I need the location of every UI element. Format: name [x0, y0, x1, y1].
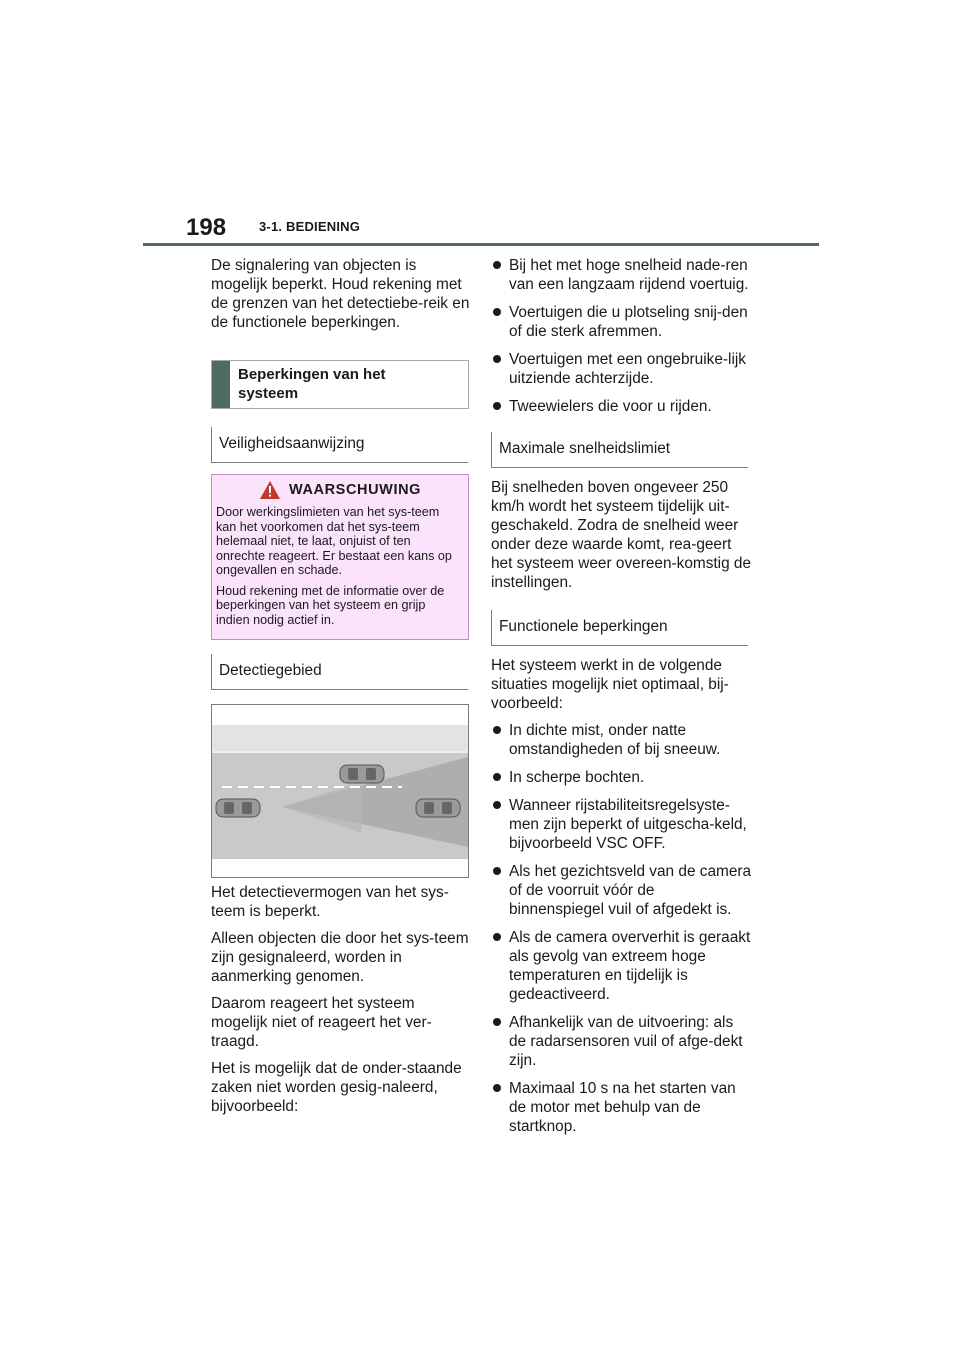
paragraph: Het detectievermogen van het sys-teem is beperkt.: [211, 884, 449, 920]
list-item: Maximaal 10 s na het starten van de motor met behulp van de startknop.: [491, 1079, 753, 1136]
section-box-limitations: [211, 360, 469, 409]
list-item: Voertuigen die u plotseling snij-den of die sterk afremmen.: [491, 303, 753, 341]
list-item: Tweewielers die voor u rijden.: [491, 397, 753, 416]
detection-area-figure: [211, 704, 469, 878]
list-item: Als het gezichtsveld van de camera of de voorruit vóór de binnenspiegel vuil of afgedekt is.: [491, 862, 753, 919]
bullet-icon: [493, 261, 501, 269]
bullet-icon: [493, 933, 501, 941]
bullet-icon: [493, 355, 501, 363]
section-box-title-line1: Beperkingen van het: [238, 366, 386, 383]
functional-limits-paragraph: Het systeem werkt in de volgende situaties mogelijk niet optimaal, bij-voorbeeld:: [491, 657, 729, 712]
subheading-safety: Veiligheidsaanwijzing: [211, 427, 468, 463]
bullet-icon: [493, 308, 501, 316]
list-item: Wanneer rijstabiliteitsregelsyste-men zijn beperkt of uitgescha-keld, bijvoorbeeld VSC OFF.: [491, 796, 753, 853]
intro-paragraph: De signalering van objecten is mogelijk beperkt. Houd rekening met de grenzen van het detectiebe-reik en de functionele beperkingen.: [211, 257, 470, 331]
warning-triangle-icon: [259, 480, 281, 500]
bullet-icon: [493, 801, 501, 809]
car-icon: [340, 765, 384, 783]
left-column: [211, 256, 473, 1124]
warning-paragraph-1: Door werkingslimieten van het sys-teem kan het voorkomen dat het sys-teem helemaal niet, te laat, onjuist of ten onrechte reageert. Er bestaat een kans op ongevallen en schade.: [216, 505, 452, 577]
list-item: Afhankelijk van de uitvoering: als de radarsensoren vuil of afge-dekt zijn.: [491, 1013, 753, 1070]
bullet-icon: [493, 867, 501, 875]
list-item: In dichte mist, onder natte omstandigheden of bij sneeuw.: [491, 721, 753, 759]
bullet-icon: [493, 726, 501, 734]
bullet-icon: [493, 1084, 501, 1092]
road-illustration: [212, 705, 468, 877]
list-item: Voertuigen met een ongebruike-lijk uitziende achterzijde.: [491, 350, 753, 388]
section-box-title: [238, 365, 386, 403]
car-icon: [416, 799, 460, 817]
bullet-icon: [493, 1018, 501, 1026]
subheading-functional-limits: Functionele beperkingen: [491, 610, 748, 646]
speed-limit-paragraph: Bij snelheden boven ongeveer 250 km/h wordt het systeem tijdelijk uit-geschakeld. Zodra de snelheid weer onder deze waarde komt, rea-geert het systeem weer overeen-komstig de instellingen.: [491, 479, 752, 591]
paragraph: Het is mogelijk dat de onder-staande zaken niet worden gesig-naleerd, bijvoorbeeld:: [211, 1060, 462, 1115]
paragraph: Alleen objecten die door het sys-teem zijn gesignaleerd, worden in aanmerking genomen.: [211, 930, 469, 985]
list-item: Als de camera oververhit is geraakt als gevolg van extreem hoge temperaturen en tijdelijk is gedeactiveerd.: [491, 928, 753, 1004]
section-title: 3-1. BEDIENING: [259, 219, 361, 234]
subheading-speed-limit: Maximale snelheidslimiet: [491, 432, 748, 468]
undetected-objects-list: [491, 256, 753, 416]
header-rule: [143, 243, 819, 246]
list-item: In scherpe bochten.: [491, 768, 753, 787]
subheading-detection-area: Detectiegebied: [211, 654, 468, 690]
warning-header: [212, 475, 468, 505]
section-box-bar: [212, 361, 230, 408]
warning-title: WAARSCHUWING: [288, 481, 422, 498]
bullet-icon: [493, 773, 501, 781]
functional-limits-list: [491, 721, 753, 1136]
page-number: 198: [186, 214, 227, 241]
right-column: [491, 256, 753, 1145]
car-icon: [216, 799, 260, 817]
bullet-icon: [493, 402, 501, 410]
warning-paragraph-2: Houd rekening met de informatie over de beperkingen van het systeem en grijp indien nodig actief in.: [216, 583, 445, 627]
warning-body: [212, 505, 468, 627]
detection-paragraphs: [211, 883, 473, 1116]
list-item: Bij het met hoge snelheid nade-ren van een langzaam rijdend voertuig.: [491, 256, 753, 294]
warning-box: [211, 474, 469, 640]
section-box-title-line2: systeem: [238, 385, 299, 402]
paragraph: Daarom reageert het systeem mogelijk niet of reageert het ver-traagd.: [211, 995, 432, 1050]
